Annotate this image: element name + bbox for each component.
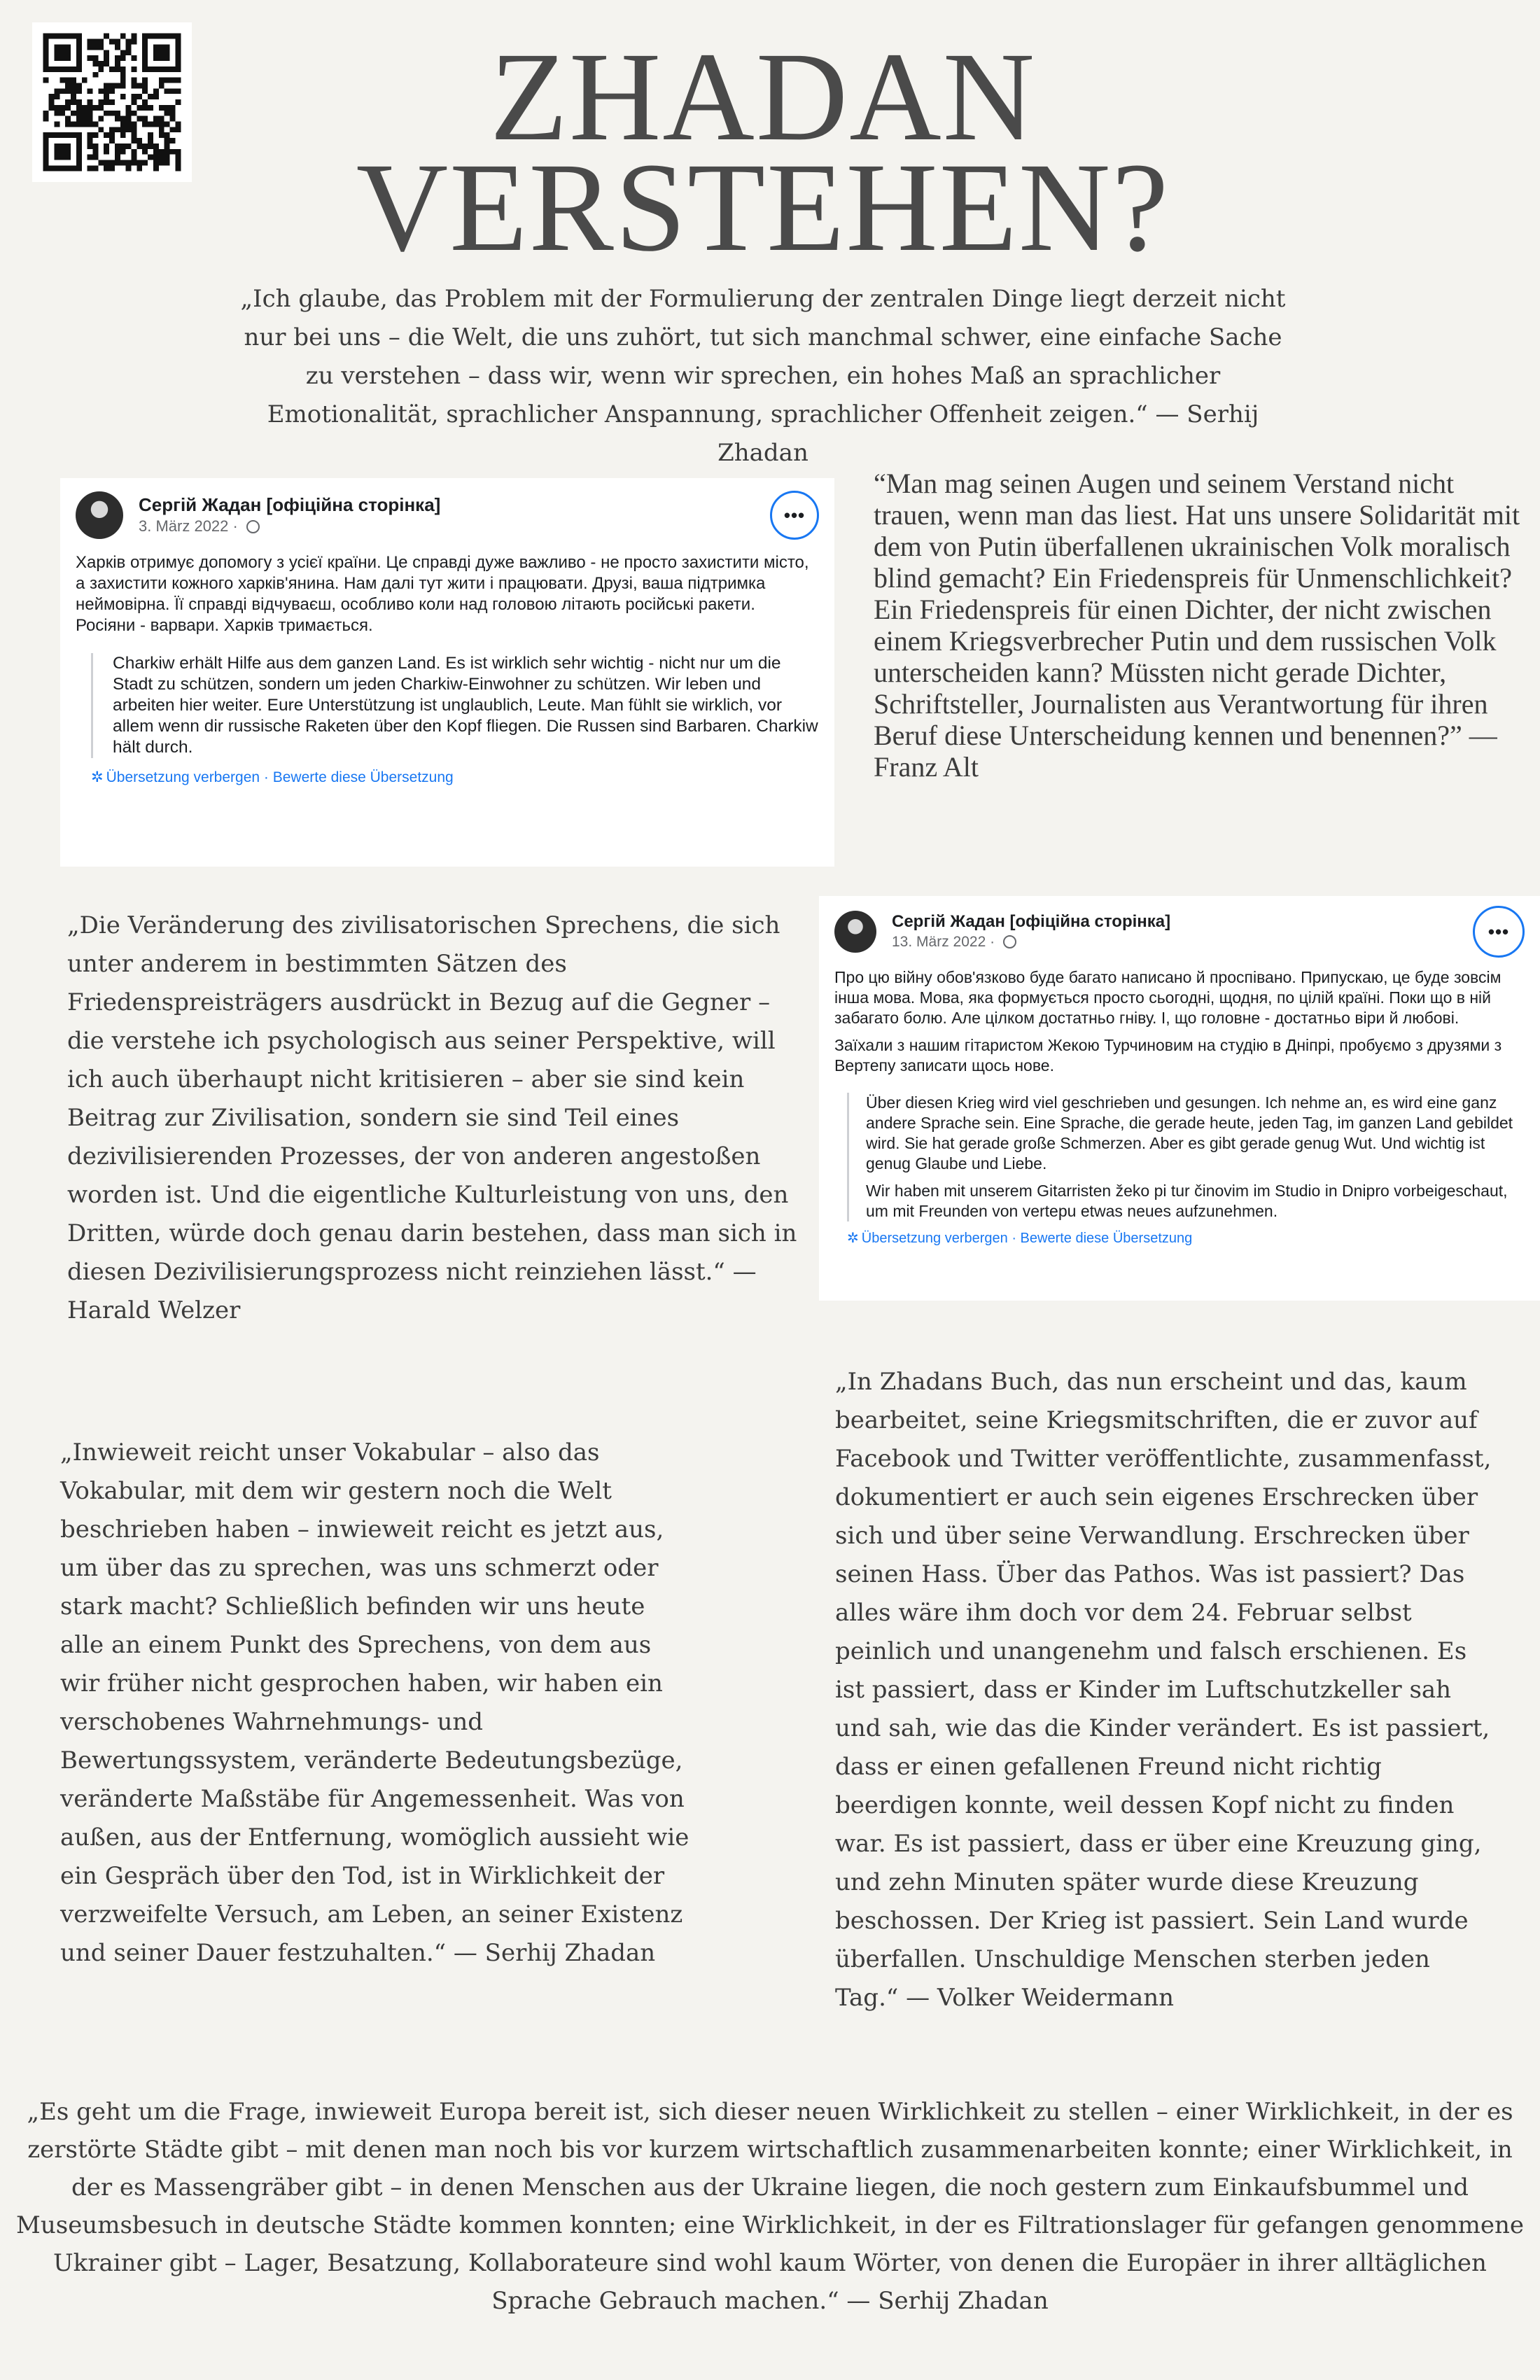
translation-links[interactable] (91, 768, 819, 788)
post-text: Харків отримує допомогу з усієї країни. Це справді дуже важливо - не просто захистити місто, а захистити кожного харків'янина. Нам далі тут жити і працювати. Друзі, ваша підтримка неймовірна. Її справді відчуваєш, особливо коли над головою літають російські ракети. Росіяни - варвари. Харків тримається. (76, 553, 809, 635)
quote-closing-serhij-zhadan: „Es geht um die Frage, inwieweit Europa bereit ist, sich dieser neuen Wirklichkeit zu stellen – einer Wirklichkeit, in der es zerstörte Städte gibt – mit denen man noch bis vor kurzem wirtschaftlich zusammenarbeiten konnte; einer Wirklichkeit, in der es Massengräber gibt – in denen Menschen aus der Ukraine liegen, die noch gestern zum Einkaufsbummel und Museumsbesuch in deutsche Städte kommen konnten; eine Wirklichkeit, in der es Filtrationslager für gefangen genommene Ukrainer gibt – Lager, Besatzung, Kollaborateure sind wohl kaum Wörter, von denen die Europäer in ihrer alltäglichen Sprache Gebrauch machen.“ — Serhij Zhadan (16, 2098, 1524, 2315)
post-translation (91, 653, 819, 758)
quote-volker-weidermann: „In Zhadans Buch, das nun erscheint und das, kaum bearbeitet, seine Kriegsmitschriften, die er zuvor auf Facebook und Twitter veröffentlichte, zusammenfasst, dokumentiert er auch sein eigenes Erschrecken über sich und über seine Verwandlung. Erschrecken über seinen Hass. Über das Pathos. Was ist passiert? Das alles wäre ihm doch vor dem 24. Februar selbst peinlich und unangenehm und falsch erschienen. Es ist passiert, dass er Kinder im Luftschutzkeller sah und sah, wie das die Kinder verändert. Es ist passiert, dass er einen gefallenen Freund nicht richtig beerdigen konnte, weil dessen Kopf nicht zu finden war. Es ist passiert, dass er über eine Kreuzung ging, und zehn Minuten später wurde diese Kreuzung beschossen. Der Krieg ist passiert. Sein Land wurde überfallen. Unschuldige Menschen sterben jeden Tag.“ — Volker Weidermann (835, 1368, 1492, 2012)
translation-text: Über diesen Krieg wird viel geschrieben und gesungen. Ich nehme an, es wird eine ganz andere Sprache sein. Eine Sprache, die gerade heute, jeden Tag, im ganzen Land gebildet wird. Sie hat gerade große Schmerzen. Aber es gibt gerade genug Wut. Und wichtig ist genug Glaube und Liebe. (866, 1093, 1513, 1172)
translation-text: Charkiw erhält Hilfe aus dem ganzen Land. Es ist wirklich sehr wichtig - nicht nur um die Stadt zu schützen, sondern um jeden Charkiw-Einwohner zu schützen. Wir leben und arbeiten hier weiter. Eure Unterstützung ist unglaublich, Leute. Man fühlt sie wirklich, vor allem wenn dir russische Raketen über den Kopf fliegen. Die Russen sind Barbaren. Charkiw hält durch. (113, 654, 818, 757)
more-button[interactable]: ••• (1473, 906, 1525, 958)
quote-serhij-zhadan: „Inwieweit reicht unser Vokabular – also das Vokabular, mit dem wir gestern noch die Welt beschrieben haben – inwieweit reicht es jetzt aus, um über das zu sprechen, was uns schmerzt oder stark macht? Schließlich befinden wir uns heute alle an einem Punkt des Sprechens, von dem aus wir früher nicht gesprochen haben, wir haben ein verschobenes Wahrnehmungs- und Bewertungssystem, veränderte Bedeutungsbezüge, veränderte Maßstäbe für Angemessenheit. Was von außen, aus der Entfernung, womöglich aussieht wie ein Gespräch über den Tod, ist in Wirklichkeit der verzweifelte Versuch, am Leben, an seiner Existenz und seiner Dauer festzuhalten.“ — Serhij Zhadan (60, 1438, 690, 1967)
post-author[interactable]: Сергій Жадан [офіційна сторінка] (139, 494, 441, 515)
globe-icon (246, 520, 260, 533)
post-date[interactable]: 13. März 2022 (892, 934, 986, 950)
quote-harald-welzer: „Die Veränderung des zivilisatorischen Sprechens, die sich unter anderem in bestimmten Sätzen des Friedenspreisträgers ausdrückt in Bezug auf die Gegner – die verstehe ich psychologisch aus seiner Perspektive, will ich auch überhaupt nicht kritisieren – aber sie sind kein Beitrag zur Zivilisation, sondern sie sind Teil eines dezivilisierenden Prozesses, der von anderen angestoßen worden ist. Und die eigentliche Kulturleistung von uns, den Dritten, würde doch genau darin bestehen, dass man sich in diesen Dezivilisierungsprozess nicht reinziehen lässt.“ — Harald Welzer (67, 911, 797, 1324)
globe-icon (1003, 935, 1016, 948)
avatar[interactable] (834, 911, 876, 953)
facebook-post-march-13: Сергій Жадан [офіційна сторінка] 13. März 2022 · ••• Про цю війну обов'язково буде багато написано й проспівано. Припускаю, це буде зовсім інша мова. Мова, яка формується просто сьогодні, щодня, по цілій країні. Поки що в ній забагато болю. Але цілком достатньо гніву. І, що головне - достатньо віри й любові. Заїхали з нашим гітаристом Жекою Турчиновим на студію в Дніпрі, пробуємо з друзями з Вертепу записати щось нове. Über diesen Krieg wird viel geschrieben und gesungen. Ich nehme an, es wird eine ganz andere Sprache sein. Eine Sprache, die gerade heute, jeden Tag, im ganzen Land gebildet wird. Sie hat gerade große Schmerzen. Aber es gibt gerade genug Wut. Und wichtig ist genug Glaube und Liebe. Wir haben mit unserem Gitarristen žeko pi tur činovim im Studio in Dnipro vorbeigeschaut, um mit Freunden von vertepu etwas neues aufzunehmen. ✲ Übersetzung verbergen · Bewerte diese Übersetzung (819, 896, 1540, 1301)
post-text-2: Заїхали з нашим гітаристом Жекою Турчиновим на студію в Дніпрі, пробуємо з друзями з Вертепу записати щось нове. (834, 1036, 1502, 1074)
translation-links-text[interactable]: Übersetzung verbergen · Bewerte diese Übersetzung (106, 769, 454, 785)
facebook-post-march-3: Сергій Жадан [офіційна сторінка] 3. März 2022 · ••• Харків отримує допомогу з усієї країни. Це справді дуже важливо - не просто захистити місто, а захистити кожного харків'янина. Нам далі тут жити і працювати. Друзі, ваша підтримка неймовірна. Її справді відчуваєш, особливо коли над головою літають російські ракети. Росіяни - варвари. Харків тримається. Charkiw erhält Hilfe aus dem ganzen Land. Es ist wirklich sehr wichtig - nicht nur um die Stadt zu schützen, sondern um jeden Charkiw-Einwohner zu schützen. Wir leben und arbeiten hier weiter. Eure Unterstützung ist unglaublich, Leute. Man fühlt sie wirklich, vor allem wenn dir russische Raketen über den Kopf fliegen. Die Russen sind Barbaren. Charkiw hält durch. ✲ Übersetzung verbergen · Bewerte diese Übersetzung (60, 478, 834, 867)
post-author[interactable]: Сергій Жадан [офіційна сторінка] (892, 912, 1171, 931)
intro-quote: „Ich glaube, das Problem mit der Formulierung der zentralen Dinge liegt derzeit nicht nur bei uns – die Welt, die uns zuhört, tut sich manchmal schwer, eine einfache Sache zu verstehen – dass wir, wenn wir sprechen, ein hohes Maß an sprachlicher Emotionalität, sprachlicher Anspannung, sprachlicher Offenheit zeigen.“ — Serhij Zhadan (240, 285, 1286, 467)
page-title: ZHADAN VERSTEHEN? (356, 27, 1170, 278)
qr-code-icon[interactable] (32, 22, 192, 182)
gear-icon: ✲ (847, 1231, 859, 1246)
quote-franz-alt: “Man mag seinen Augen und seinem Verstand nicht trauen, wenn man das liest. Hat uns unsere Solidarität mit dem von Putin überfallenen ukrainischen Volk moralisch blind gemacht? Ein Friedenspreis für Unmenschlichkeit? Ein Friedenspreis für einen Dichter, der nicht zwischen einem Kriegsverbrecher Putin und dem russischen Volk unterscheiden kann? Müssten nicht gerade Dichter, Schriftsteller, Journalisten aus Verantwortung für ihren Beruf diese Unterscheidung kennen und benennen?” — Franz Alt (874, 468, 1520, 783)
avatar[interactable] (76, 491, 123, 539)
gear-icon: ✲ (91, 769, 104, 785)
post-text: Про цю війну обов'язково буде багато написано й проспівано. Припускаю, це буде зовсім інша мова. Мова, яка формується просто сьогодні, щодня, по цілій країні. Поки що в ній забагато болю. Але цілком достатньо гніву. І, що головне - достатньо віри й любові. (834, 968, 1502, 1027)
translation-links[interactable] (847, 1228, 1525, 1248)
post-translation (847, 1093, 1525, 1222)
more-button[interactable]: ••• (770, 491, 819, 540)
post-date[interactable]: 3. März 2022 (139, 517, 229, 535)
translation-links-text[interactable]: Übersetzung verbergen · Bewerte diese Übersetzung (861, 1231, 1193, 1246)
translation-text-2: Wir haben mit unserem Gitarristen žeko pi tur činovim im Studio in Dnipro vorbeigeschaut, um mit Freunden von vertepu etwas neues aufzunehmen. (866, 1182, 1508, 1220)
